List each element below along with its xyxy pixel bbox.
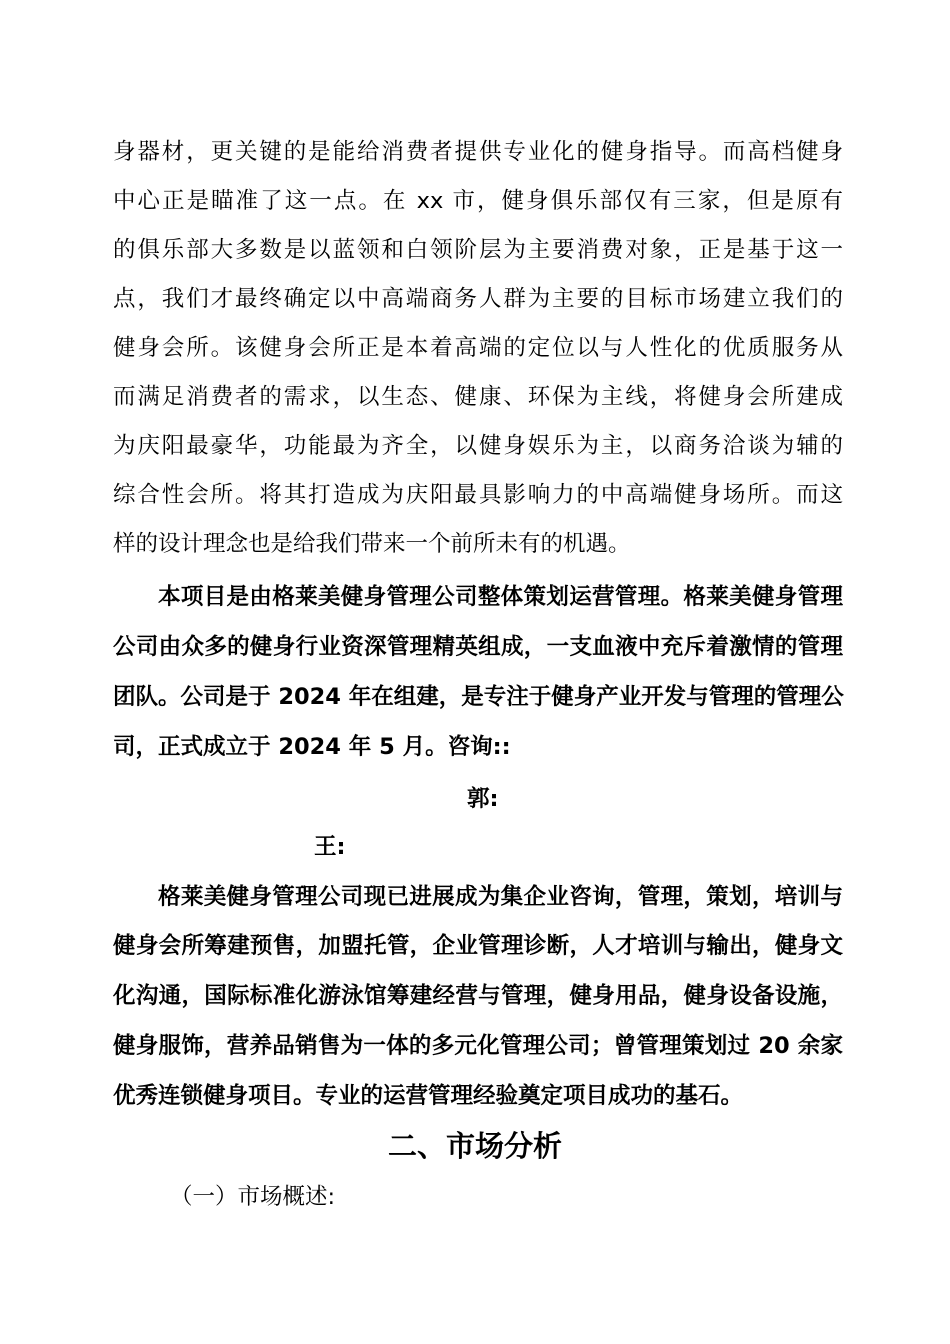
paragraph-line: 优秀连锁健身项目。专业的运营管理经验奠定项目成功的基石。 xyxy=(113,1083,744,1109)
contact-guo: 郭: xyxy=(467,786,499,812)
paragraph-line: 样的设计理念也是给我们带来一个前所未有的机遇。 xyxy=(113,531,631,557)
paragraph-line: 公司由众多的健身行业资深管理精英组成，一支血液中充斥着激情的管理 xyxy=(113,634,843,660)
paragraph-line: 团队。公司是于 2024 年在组建，是专注于健身产业开发与管理的管理公 xyxy=(113,684,844,710)
paragraph-line: 中心正是瞄准了这一点。在 xx 市，健身俱乐部仅有三家，但是原有 xyxy=(113,188,843,214)
section-heading: 二、市场分析 xyxy=(387,1129,562,1163)
paragraph-line: 而满足消费者的需求，以生态、健康、环保为主线，将健身会所建成 xyxy=(113,384,843,410)
paragraph-line: 点，我们才最终确定以中高端商务人群为主要的目标市场建立我们的 xyxy=(113,286,843,312)
paragraph-line: 身器材，更关键的是能给消费者提供专业化的健身指导。而高档健身 xyxy=(113,139,843,165)
paragraph-line: 格莱美健身管理公司现已进展成为集企业咨询，管理，策划，培训与 xyxy=(158,884,843,910)
contact-wang: 王: xyxy=(314,834,346,860)
paragraph-line: 为庆阳最豪华，功能最为齐全，以健身娱乐为主，以商务洽谈为辅的 xyxy=(113,433,843,459)
paragraph-line: 化沟通，国际标准化游泳馆筹建经营与管理，健身用品，健身设备设施， xyxy=(113,983,843,1009)
paragraph-line: 健身会所筹建预售，加盟托管，企业管理诊断，人才培训与输出，健身文 xyxy=(113,933,843,959)
paragraph-line: 健身服饰，营养品销售为一体的多元化管理公司；曾管理策划过 20 余家 xyxy=(113,1033,843,1059)
paragraph-line: 的俱乐部大多数是以蓝领和白领阶层为主要消费对象，正是基于这一 xyxy=(113,237,843,263)
paragraph-line: 健身会所。该健身会所正是本着高端的定位以与人性化的优质服务从 xyxy=(113,335,843,361)
paragraph-line: 本项目是由格莱美健身管理公司整体策划运营管理。格莱美健身管理 xyxy=(158,584,843,610)
section-subheading: （一）市场概述: xyxy=(170,1184,336,1210)
paragraph-line: 司，正式成立于 2024 年 5 月。咨询:: xyxy=(113,734,511,760)
paragraph-line: 综合性会所。将其打造成为庆阳最具影响力的中高端健身场所。而这 xyxy=(113,482,843,508)
